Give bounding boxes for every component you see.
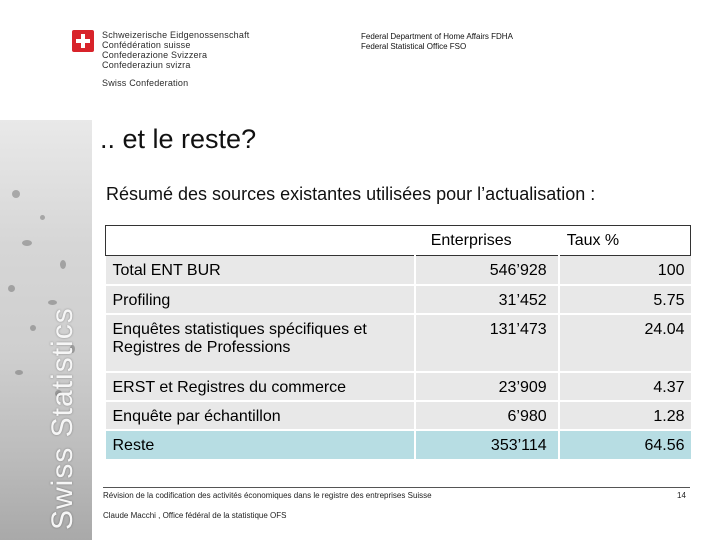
table-row <box>106 314 691 372</box>
confederation-line: Confederazione Svizzera <box>102 50 208 60</box>
row-label: Enquêtes statistiques spécifiques et Registres de Professions <box>106 314 415 372</box>
row-taux: 64.56 <box>559 430 691 459</box>
row-label: Reste <box>106 430 415 459</box>
row-label: Enquête par échantillon <box>106 401 415 430</box>
office-name: Federal Statistical Office FSO <box>361 42 467 51</box>
swiss-flag-logo <box>72 30 94 52</box>
header-taux: Taux % <box>559 226 691 256</box>
confederation-line: Confédération suisse <box>102 40 191 50</box>
page-subtitle: Résumé des sources existantes utilisées pour l’actualisation : <box>106 184 596 204</box>
sidebar-vertical-title: Swiss Statistics <box>46 307 79 530</box>
page-number: 14 <box>677 491 686 500</box>
row-taux: 100 <box>559 256 691 285</box>
department-block <box>361 32 513 52</box>
row-taux: 5.75 <box>559 285 691 314</box>
row-label: Profiling <box>106 285 415 314</box>
table-header-row <box>106 226 691 256</box>
row-taux: 4.37 <box>559 372 691 401</box>
row-taux: 1.28 <box>559 401 691 430</box>
header-label-column <box>106 226 415 256</box>
row-enterprises: 23’909 <box>415 372 559 401</box>
department-name: Federal Department of Home Affairs FDHA <box>361 32 513 41</box>
footer-divider <box>103 487 690 488</box>
sidebar-photo-band <box>0 120 92 540</box>
row-enterprises: 6’980 <box>415 401 559 430</box>
header-enterprises: Enterprises <box>415 226 559 256</box>
row-label: Total ENT BUR <box>106 256 415 285</box>
table-row <box>106 372 691 401</box>
table-row <box>106 285 691 314</box>
confederation-line: Schweizerische Eidgenossenschaft <box>102 30 250 40</box>
sources-table <box>105 225 691 459</box>
page-title: .. et le reste? <box>100 124 257 154</box>
row-enterprises: 546’928 <box>415 256 559 285</box>
row-enterprises: 353’114 <box>415 430 559 459</box>
table-row <box>106 401 691 430</box>
footer-reference: Révision de la codification des activités économiques dans le registre des entreprises Suisse <box>103 491 432 500</box>
row-enterprises: 131’473 <box>415 314 559 372</box>
footer-author: Claude Macchi , Office fédéral de la statistique OFS <box>103 511 287 520</box>
confederation-line: Confederaziun svizra <box>102 60 191 70</box>
table-row-highlighted <box>106 430 691 459</box>
swiss-confederation-label: Swiss Confederation <box>102 78 189 88</box>
row-taux: 24.04 <box>559 314 691 372</box>
row-enterprises: 31’452 <box>415 285 559 314</box>
confederation-block <box>102 30 249 88</box>
table-row <box>106 256 691 285</box>
row-label: ERST et Registres du commerce <box>106 372 415 401</box>
